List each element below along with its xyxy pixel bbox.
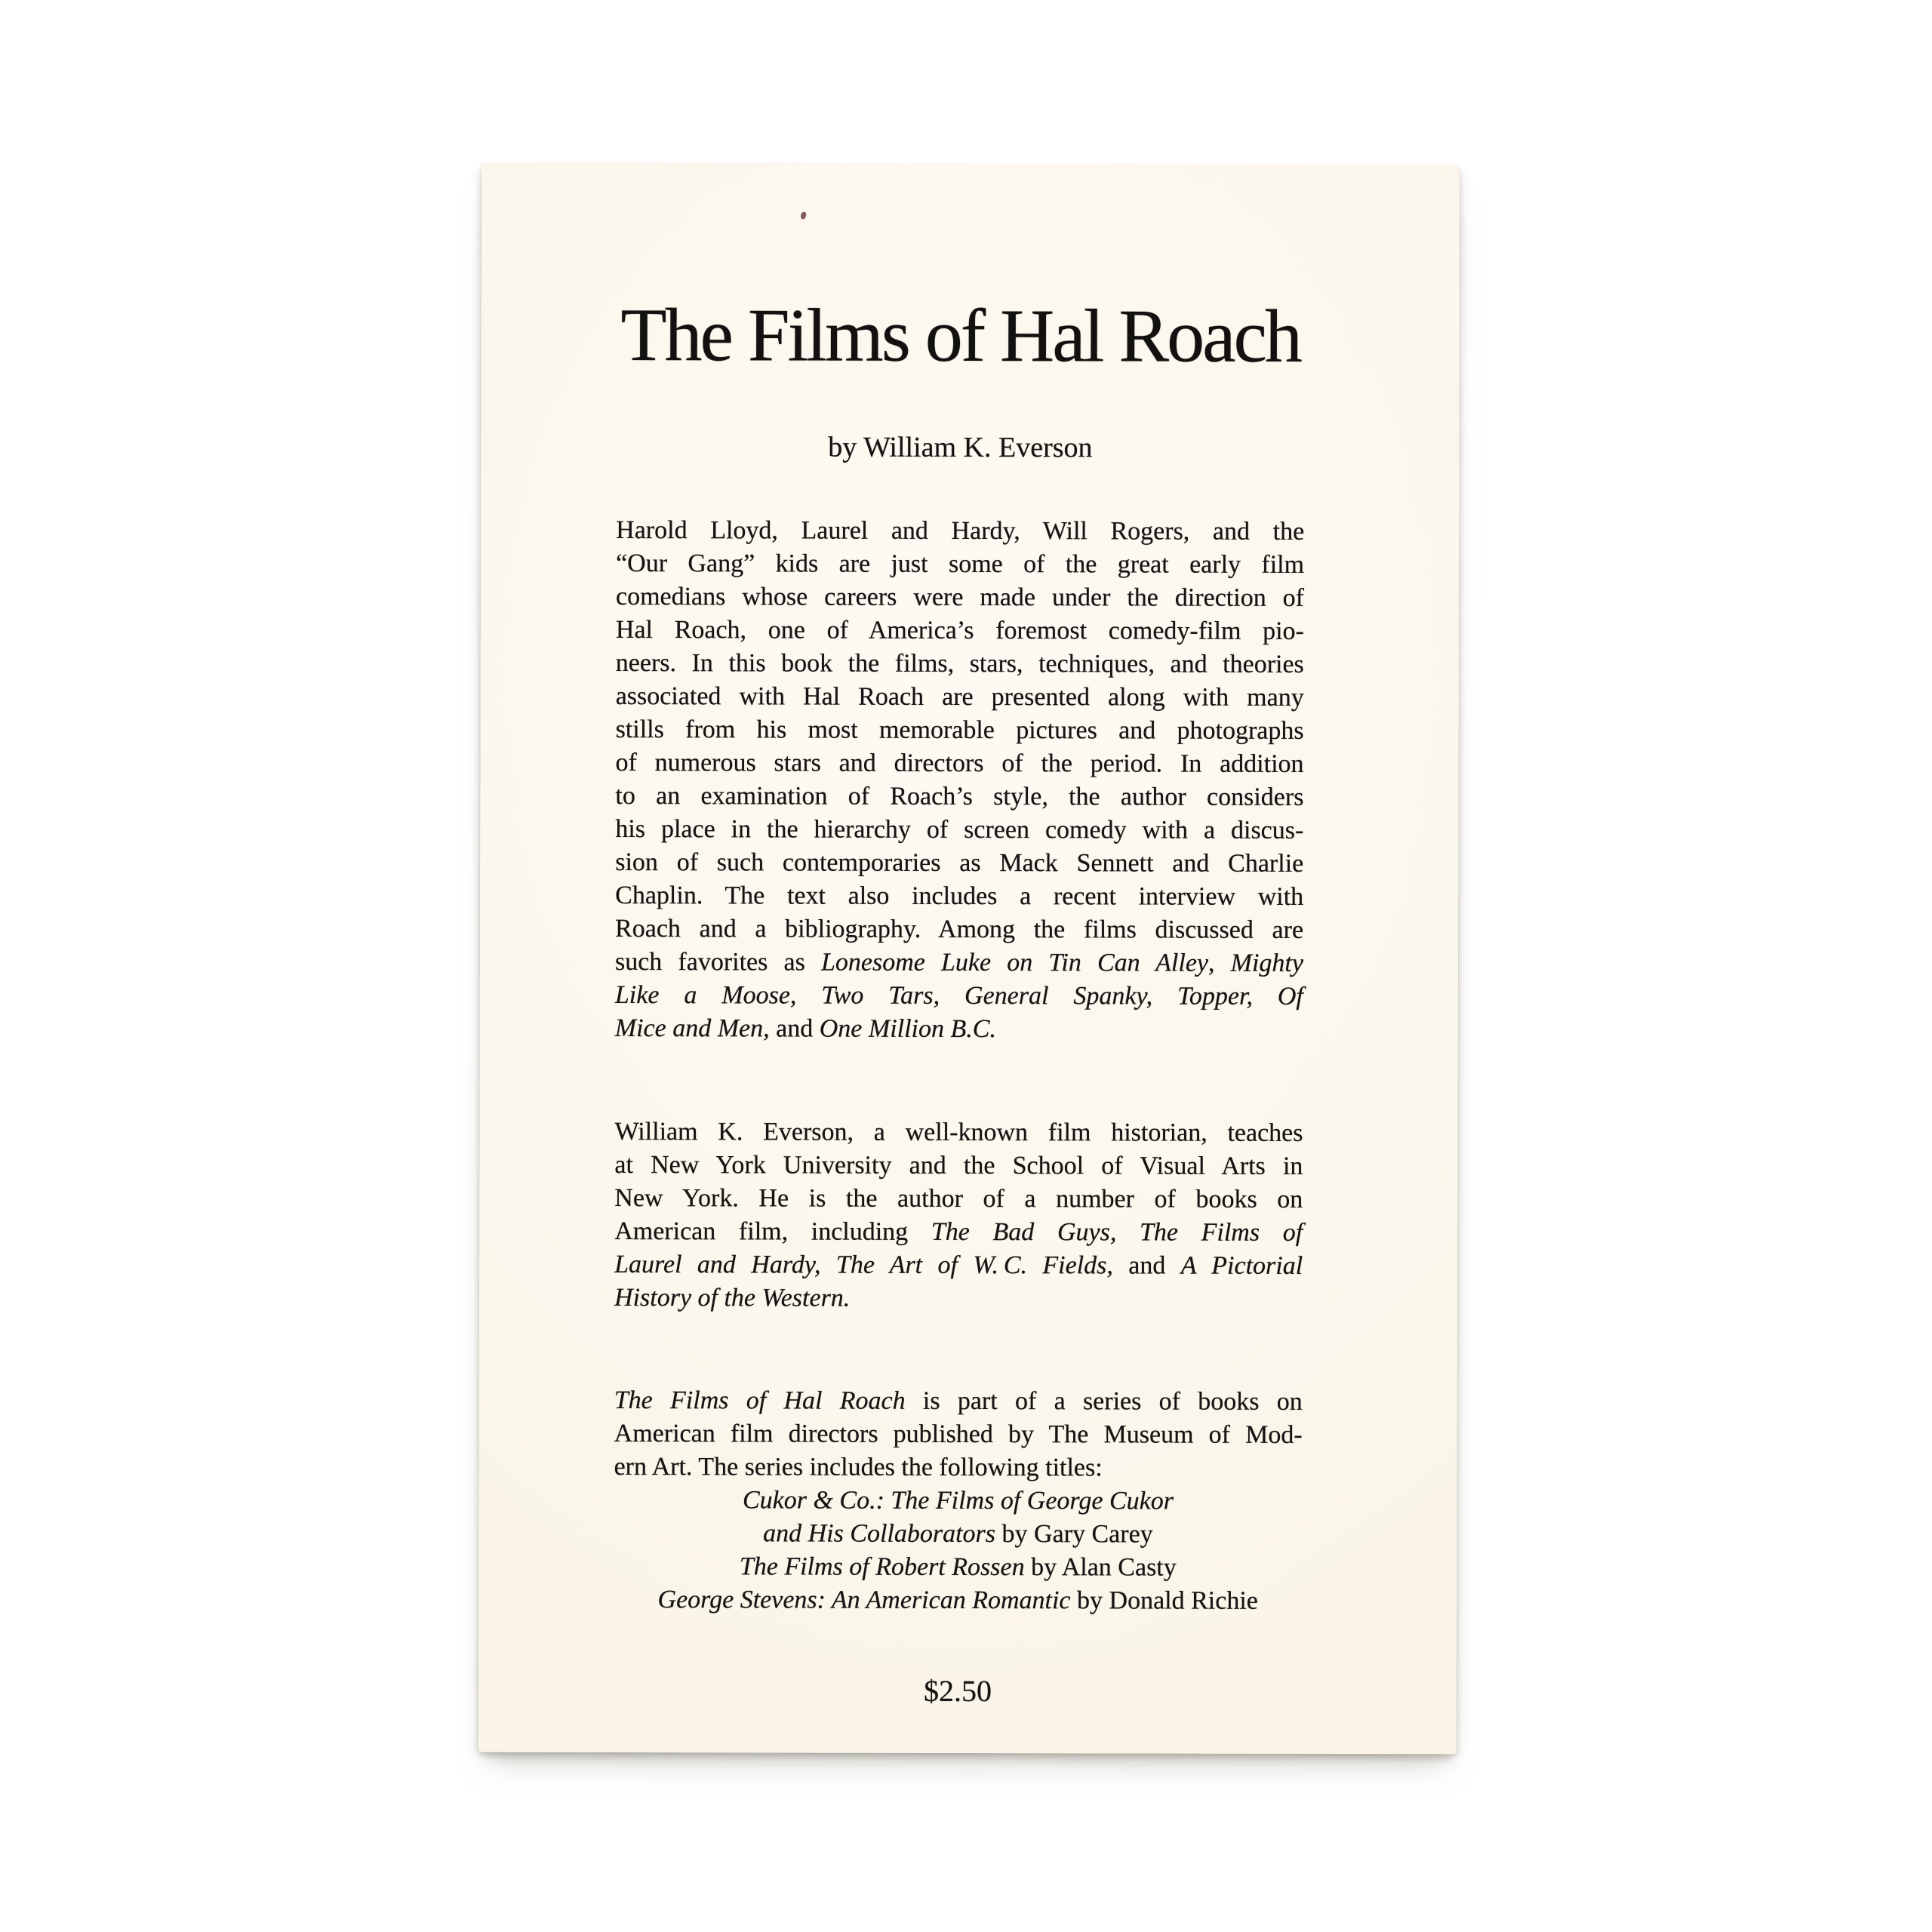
text-segment: to an examination of Roach’s style, the author considers bbox=[615, 782, 1304, 811]
text-segment: “Our Gang” kids are just some of the great early film bbox=[616, 549, 1305, 579]
text-segment: neers. In this book the films, stars, techniques, and theories bbox=[615, 649, 1304, 678]
text-line bbox=[614, 1281, 1303, 1316]
text-segment: Roach and a bibliography. Among the films discussed are bbox=[615, 915, 1304, 944]
text-line bbox=[615, 946, 1303, 980]
text-line bbox=[614, 1182, 1303, 1217]
text-line bbox=[614, 1417, 1303, 1452]
book-byline: by William K. Everson bbox=[828, 431, 1093, 464]
text-line bbox=[616, 614, 1304, 648]
text-segment: of numerous stars and directors of the period. In addition bbox=[615, 749, 1304, 778]
text-segment: sion of such contemporaries as Mack Sennett and Charlie bbox=[615, 848, 1304, 878]
text-segment: Chaplin. The text also includes a recent interview with bbox=[615, 881, 1304, 911]
text-segment: his place in the hierarchy of screen comedy with a discus- bbox=[615, 815, 1304, 844]
text-segment: comedians whose careers were made under the direction of bbox=[615, 583, 1305, 612]
book-cover-page bbox=[478, 163, 1460, 1755]
text-segment: Harold Lloyd, Laurel and Hardy, Will Rogers, and the bbox=[616, 516, 1305, 546]
italic-text-segment: The Films of Robert Rossen bbox=[739, 1552, 1025, 1582]
text-line bbox=[614, 1550, 1302, 1585]
text-segment: American film directors published by The Museum of Mod- bbox=[614, 1420, 1303, 1449]
italic-text-segment: History of the Western. bbox=[614, 1284, 851, 1312]
book-title: The Films of Hal Roach bbox=[620, 293, 1301, 378]
text-line bbox=[614, 1149, 1303, 1183]
text-segment: American film, including bbox=[614, 1217, 931, 1246]
text-line bbox=[615, 846, 1303, 881]
italic-text-segment: Cukor & Co.: The Films of George Cukor bbox=[742, 1486, 1174, 1515]
text-segment: at New York University and the School of Visual Arts in bbox=[614, 1151, 1303, 1180]
text-line bbox=[614, 1583, 1302, 1618]
text-line bbox=[616, 580, 1304, 615]
text-line bbox=[616, 713, 1304, 748]
scan-speck bbox=[800, 211, 808, 220]
text-line bbox=[614, 1215, 1303, 1250]
italic-text-segment: The Films of Hal Roach bbox=[614, 1386, 906, 1415]
text-segment: and bbox=[1112, 1251, 1181, 1280]
price-label: $2.50 bbox=[923, 1673, 992, 1709]
text-segment: such favorites as bbox=[614, 948, 822, 977]
author-bio-paragraph bbox=[614, 1115, 1303, 1316]
italic-text-segment: One Million B.C. bbox=[819, 1014, 997, 1044]
text-line bbox=[616, 514, 1304, 549]
text-line bbox=[615, 1012, 1303, 1047]
text-line bbox=[615, 780, 1303, 814]
text-line bbox=[614, 1484, 1302, 1518]
text-line bbox=[615, 912, 1303, 947]
text-line bbox=[616, 547, 1304, 582]
italic-text-segment: Mighty bbox=[1230, 949, 1304, 977]
text-line bbox=[615, 813, 1303, 848]
text-segment: New York. He is the author of a number of books on bbox=[614, 1184, 1303, 1214]
text-line bbox=[614, 1451, 1303, 1485]
italic-text-segment: George Stevens: An American Romantic bbox=[657, 1586, 1071, 1615]
text-segment: by Donald Richie bbox=[1070, 1586, 1258, 1615]
text-line bbox=[615, 879, 1303, 914]
text-line bbox=[615, 746, 1303, 781]
series-paragraph bbox=[614, 1384, 1303, 1618]
text-segment: by Alan Casty bbox=[1024, 1553, 1177, 1582]
text-line bbox=[614, 1248, 1303, 1283]
italic-text-segment: The Bad Guys, The Films of bbox=[931, 1217, 1303, 1247]
text-segment: William K. Everson, a well-known film historian, teaches bbox=[614, 1118, 1303, 1147]
text-line bbox=[615, 979, 1303, 1014]
italic-text-segment: Mice and Men, bbox=[614, 1014, 770, 1043]
text-segment: Hal Roach, one of America’s foremost comedy-film pio- bbox=[615, 616, 1304, 645]
text-segment: by Gary Carey bbox=[995, 1520, 1153, 1549]
text-segment: ern Art. The series includes the following titles: bbox=[614, 1453, 1103, 1482]
italic-text-segment: Laurel and Hardy, The Art of W. C. Fields, bbox=[614, 1251, 1113, 1280]
italic-text-segment: and His Collaborators bbox=[763, 1519, 996, 1549]
text-segment: stills from his most memorable pictures and photographs bbox=[615, 715, 1304, 745]
text-segment: associated with Hal Roach are presented along with many bbox=[615, 682, 1304, 712]
text-line bbox=[614, 1517, 1302, 1552]
text-segment: is part of a series of books on bbox=[905, 1386, 1303, 1416]
text-segment: , bbox=[1208, 949, 1231, 977]
synopsis-paragraph bbox=[615, 514, 1304, 1047]
italic-text-segment: Lonesome Luke on Tin Can Alley bbox=[820, 948, 1209, 977]
text-line bbox=[614, 1115, 1303, 1150]
text-line bbox=[616, 680, 1304, 715]
text-line bbox=[614, 1384, 1303, 1419]
text-segment: and bbox=[769, 1014, 820, 1043]
text-line bbox=[616, 647, 1304, 681]
italic-text-segment: A Pictorial bbox=[1180, 1251, 1303, 1280]
italic-text-segment: Like a Moose, Two Tars, General Spanky, Topper, Of bbox=[614, 981, 1303, 1011]
